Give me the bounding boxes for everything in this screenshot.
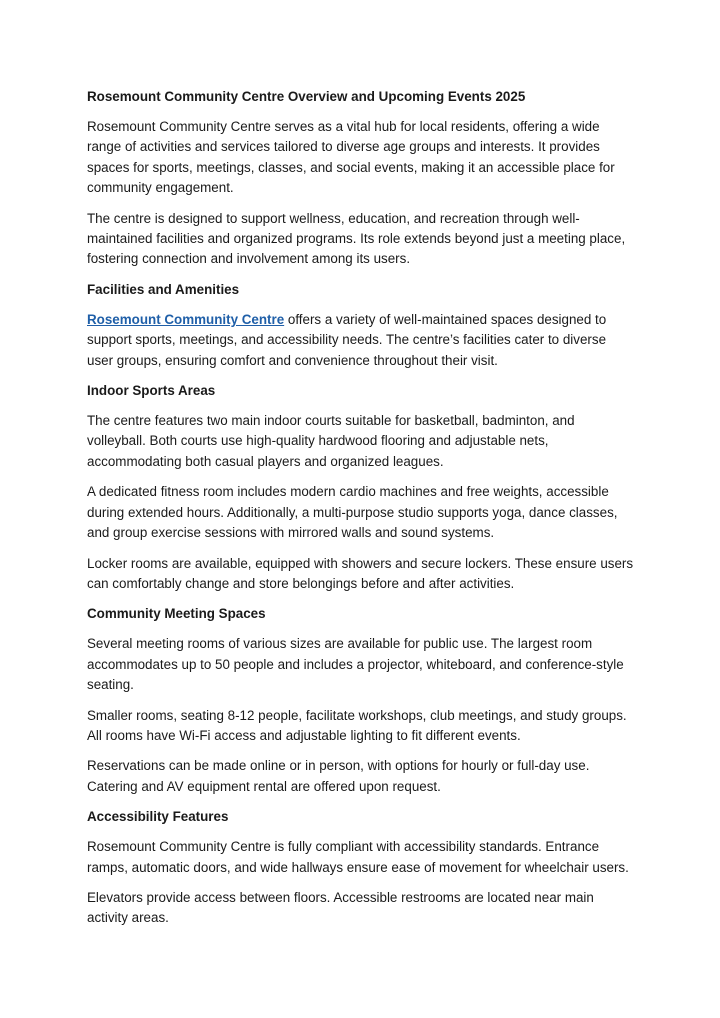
facilities-paragraph (87, 310, 634, 371)
indoor-sports-paragraph-2: A dedicated fitness room includes modern cardio machines and free weights, accessible during extended hours. Additionally, a multi-purpose studio supports yoga, dance classes, and group exercise sessions with mirrored walls and sound systems. (87, 484, 618, 541)
accessibility-heading: Accessibility Features (87, 809, 229, 825)
meeting-spaces-paragraph-3: Reservations can be made online or in person, with options for hourly or full-day use. Catering and AV equipment rental are offered upon request. (87, 758, 590, 794)
intro-paragraph-2: The centre is designed to support wellness, education, and recreation through well-maintained facilities and organized programs. Its role extends beyond just a meeting place, fostering connection and involvement among its users. (87, 210, 626, 267)
meeting-spaces-paragraph-1: Several meeting rooms of various sizes are available for public use. The largest room accommodates up to 50 people and includes a projector, whiteboard, and conference-style seating. (87, 636, 624, 693)
indoor-sports-paragraph-1: The centre features two main indoor courts suitable for basketball, badminton, and volleyball. Both courts use high-quality hardwood flooring and adjustable nets, accommodating both casual players and organized leagues. (87, 413, 575, 469)
facilities-paragraph-text: offers a variety of well-maintained spaces designed to support sports, meetings, and accessibility needs. The centre’s facilities cater to diverse user groups, ensuring comfort and convenience throughout their visit. (87, 311, 607, 368)
intro-paragraph-1: Rosemount Community Centre serves as a vital hub for local residents, offering a wide range of activities and services tailored to diverse age groups and interests. It provides spaces for sports, meetings, classes, and social events, making it an accessible place for community engagement. (87, 119, 615, 196)
accessibility-paragraph-1: Rosemount Community Centre is fully compliant with accessibility standards. Entrance ramps, automatic doors, and wide hallways ensure ease of movement for wheelchair users. (87, 839, 629, 875)
document-title: Rosemount Community Centre Overview and Upcoming Events 2025 (87, 89, 526, 104)
rosemount-link[interactable]: Rosemount Community Centre (87, 311, 285, 327)
indoor-sports-paragraph-3: Locker rooms are available, equipped with showers and secure lockers. These ensure users can comfortably change and store belongings before and after activities. (87, 555, 634, 591)
accessibility-paragraph-2: Elevators provide access between floors. Accessible restrooms are located near main activity areas. (87, 889, 594, 926)
facilities-heading: Facilities and Amenities (87, 281, 240, 297)
indoor-sports-heading: Indoor Sports Areas (87, 383, 216, 399)
meeting-spaces-paragraph-2: Smaller rooms, seating 8-12 people, facilitate workshops, club meetings, and study groups. All rooms have Wi-Fi access and adjustable lighting to fit different events. (87, 707, 627, 743)
meeting-spaces-heading: Community Meeting Spaces (87, 606, 266, 622)
